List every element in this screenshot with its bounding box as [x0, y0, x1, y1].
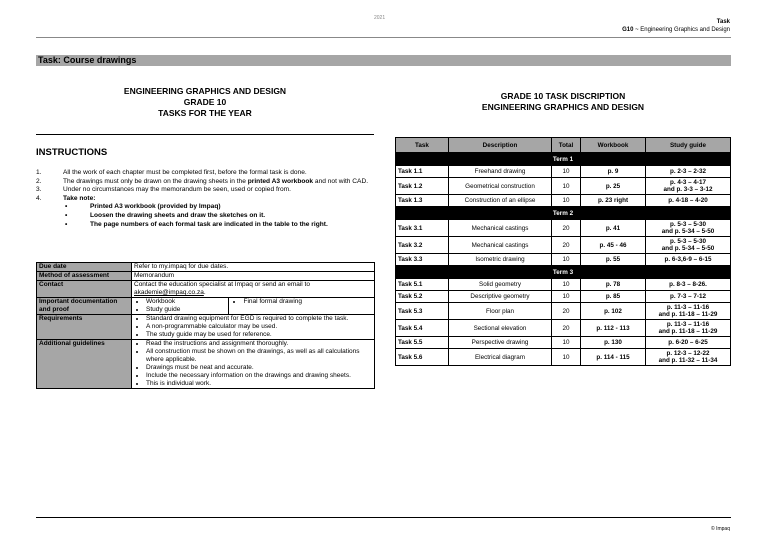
guide-line: p. 5-3 – 5-30 [669, 238, 707, 245]
task-total-cell: 20 [552, 320, 581, 337]
task-description-cell: Solid geometry [449, 279, 552, 291]
instruction-bold-part: printed A3 workbook [247, 177, 314, 185]
info-row-documentation [37, 298, 375, 315]
task-row [396, 279, 731, 291]
left-title [36, 86, 374, 119]
task-guide-cell [646, 166, 731, 178]
instruction-sub-item [36, 212, 376, 221]
task-id-cell: Task 5.3 [396, 303, 449, 320]
task-row [396, 195, 731, 207]
task-id-cell: Task 5.5 [396, 337, 449, 349]
task-description-cell: Isometric drawing [449, 254, 552, 266]
info-label: Due date [37, 263, 132, 272]
bullet-icon: • [65, 220, 68, 228]
guide-line: and p. 11-18 – 11-29 [658, 328, 718, 335]
task-workbook-cell: p. 25 [581, 178, 646, 195]
task-description-cell: Geometrical construction [449, 178, 552, 195]
instruction-text: Under no circumstances may the memorandum be seen, used or copied from. [63, 186, 291, 194]
left-title-line: TASKS FOR THE YEAR [158, 108, 252, 118]
task-id-cell: Task 5.4 [396, 320, 449, 337]
task-id-cell: Task 3.1 [396, 220, 449, 237]
instruction-text-part: The drawings must only be drawn on the drawing sheets in the [63, 177, 248, 185]
task-workbook-cell: p. 102 [581, 303, 646, 320]
task-id-cell: Task 3.3 [396, 254, 449, 266]
info-value: Refer to my.impaq for due dates. [132, 263, 375, 272]
info-value [132, 281, 375, 298]
task-row [396, 254, 731, 266]
guide-line: p. 12-3 – 12-22 [666, 350, 710, 357]
header-subject [622, 26, 730, 34]
task-total-cell: 10 [552, 337, 581, 349]
task-workbook-cell: p. 41 [581, 220, 646, 237]
task-guide-cell [646, 195, 731, 207]
task-guide-cell [646, 237, 731, 254]
task-id-cell: Task 5.6 [396, 349, 449, 366]
footer-divider [36, 517, 731, 518]
instruction-text-part: and not with CAD. [313, 177, 369, 185]
bullet-icon: • [65, 203, 68, 211]
info-row-guidelines [37, 340, 375, 389]
instruction-sub-item [36, 203, 376, 212]
guide-line: p. 6-20 – 6-25 [668, 339, 708, 346]
requirement-item: • The study guide may be used for reference. [146, 331, 372, 339]
guide-line: and p. 5-34 – 5-50 [661, 245, 715, 252]
term-row [396, 207, 731, 220]
task-id-cell: Task 1.1 [396, 166, 449, 178]
task-total-cell: 20 [552, 237, 581, 254]
header-info [622, 18, 730, 34]
task-row [396, 349, 731, 366]
documentation-col [132, 298, 229, 314]
term-label: Term 2 [396, 207, 731, 220]
guide-line: p. 4-18 – 4-20 [668, 197, 708, 204]
term-label: Term 3 [396, 266, 731, 279]
info-label: Important documentation and proof [37, 298, 132, 315]
task-workbook-cell: p. 45 - 46 [581, 237, 646, 254]
column-header: Study guide [646, 138, 731, 153]
task-row [396, 166, 731, 178]
instruction-number: 3. [36, 186, 42, 194]
documentation-item: • Workbook [146, 298, 228, 306]
guideline-item: • This is individual work. [146, 380, 372, 388]
task-id-cell: Task 3.2 [396, 237, 449, 254]
right-title-line: GRADE 10 TASK DISCRIPTION [500, 91, 626, 101]
task-guide-cell [646, 279, 731, 291]
task-guide-cell [646, 303, 731, 320]
instruction-item [36, 186, 376, 195]
task-total-cell: 10 [552, 195, 581, 207]
guideline-item: • Include the necessary information on the drawings and drawing sheets. [146, 372, 372, 380]
documentation-grid [132, 298, 374, 314]
task-workbook-cell: p. 23 right [581, 195, 646, 207]
info-label: Contact [37, 281, 132, 298]
task-workbook-cell: p. 130 [581, 337, 646, 349]
guide-line: p. 5-3 – 5-30 [669, 221, 707, 228]
task-table-header [396, 138, 731, 153]
task-guide-cell [646, 337, 731, 349]
instruction-sub-text: The page numbers of each formal task are indicated in the table to the right. [90, 220, 328, 228]
task-row [396, 237, 731, 254]
task-guide-cell [646, 220, 731, 237]
info-value [132, 298, 375, 315]
task-total-cell: 10 [552, 349, 581, 366]
task-workbook-cell: p. 85 [581, 291, 646, 303]
instruction-text: All the work of each chapter must be completed first, before the formal task is done. [63, 169, 307, 176]
left-divider [36, 134, 374, 135]
right-title-line: ENGINEERING GRAPHICS AND DESIGN [481, 102, 645, 112]
info-label: Additional guidelines [37, 340, 132, 389]
column-header: Workbook [581, 138, 646, 153]
task-guide-cell [646, 178, 731, 195]
info-row-method [37, 272, 375, 281]
task-row [396, 320, 731, 337]
task-workbook-cell: p. 112 - 113 [581, 320, 646, 337]
instruction-sub-text: Loosen the drawing sheets and draw the sketches on it. [90, 211, 266, 219]
task-row [396, 178, 731, 195]
task-id-cell: Task 1.3 [396, 195, 449, 207]
instruction-item [36, 178, 376, 187]
task-workbook-cell: p. 55 [581, 254, 646, 266]
task-description-cell: Electrical diagram [449, 349, 552, 366]
task-row [396, 337, 731, 349]
header-grade-code: G10 [622, 27, 634, 33]
guideline-item: • Read the instructions and assignment thoroughly. [146, 340, 372, 348]
requirement-item: • A non-programmable calculator may be used. [146, 323, 372, 331]
term-row [396, 153, 731, 166]
task-guide-cell [646, 291, 731, 303]
task-description-cell: Floor plan [449, 303, 552, 320]
task-description-cell: Descriptive geometry [449, 291, 552, 303]
instruction-number: 2. [36, 177, 42, 185]
guide-line: and p. 11-18 – 11-29 [658, 311, 718, 318]
guide-line: p. 4-3 – 4-17 [669, 179, 707, 186]
contact-suffix: . [203, 289, 206, 296]
guide-line: and p. 5-34 – 5-50 [661, 228, 715, 235]
task-guide-cell [646, 320, 731, 337]
instruction-item [36, 195, 376, 204]
instruction-sub-text: Printed A3 workbook (provided by Impaq) [90, 203, 221, 211]
task-description-cell: Mechanical castings [449, 237, 552, 254]
instructions-list [36, 169, 376, 229]
guide-line: p. 11-3 – 11-16 [666, 321, 710, 328]
task-workbook-cell: p. 78 [581, 279, 646, 291]
instruction-text: Take note: [63, 194, 96, 202]
term-row [396, 266, 731, 279]
task-guide-cell [646, 349, 731, 366]
instruction-number: 4. [36, 194, 42, 202]
guide-line: p. 11-3 – 11-16 [666, 304, 710, 311]
task-workbook-cell: p. 114 - 115 [581, 349, 646, 366]
instruction-number: 1. [36, 169, 42, 176]
task-table [395, 137, 731, 366]
task-total-cell: 10 [552, 279, 581, 291]
task-total-cell: 10 [552, 178, 581, 195]
header-subject-text: ~ Engineering Graphics and Design [633, 27, 730, 33]
info-value [132, 315, 375, 340]
guide-line: p. 8-3 – 8-26. [669, 281, 707, 288]
info-row-due-date [37, 263, 375, 272]
task-row [396, 291, 731, 303]
bullet-icon: • [65, 211, 68, 219]
task-total-cell: 10 [552, 254, 581, 266]
task-total-cell: 20 [552, 303, 581, 320]
instruction-text [63, 178, 368, 187]
info-label: Requirements [37, 315, 132, 340]
guide-line: p. 6-3,6-9 – 6-15 [664, 256, 712, 263]
left-title-line: ENGINEERING GRAPHICS AND DESIGN [123, 86, 287, 96]
header-divider [36, 37, 731, 38]
info-value [132, 340, 375, 389]
guide-line: p. 2-3 – 2-32 [669, 168, 707, 175]
task-description-cell: Mechanical castings [449, 220, 552, 237]
guideline-item: • Drawings must be neat and accurate. [146, 364, 372, 372]
task-id-cell: Task 5.1 [396, 279, 449, 291]
left-title-line: GRADE 10 [183, 97, 227, 107]
info-value: Memorandum [132, 272, 375, 281]
guideline-item: • All construction must be shown on the drawings, as well as all calculations where applicable. [146, 348, 372, 364]
task-total-cell: 10 [552, 166, 581, 178]
info-row-contact [37, 281, 375, 298]
guide-line: p. 7-3 – 7-12 [669, 293, 707, 300]
info-table [36, 262, 375, 389]
contact-text: Contact the education specialist at Impaq or send an email to [134, 281, 310, 288]
guide-line: and p. 11-32 – 11-34 [658, 357, 718, 364]
instruction-sub-item [36, 221, 376, 230]
documentation-item: • Study guide [146, 306, 228, 314]
task-id-cell: Task 5.2 [396, 291, 449, 303]
info-row-requirements [37, 315, 375, 340]
instruction-item [36, 169, 376, 178]
term-label: Term 1 [396, 153, 731, 166]
task-row [396, 220, 731, 237]
column-header: Task [396, 138, 449, 153]
task-total-cell: 20 [552, 220, 581, 237]
task-workbook-cell: p. 9 [581, 166, 646, 178]
column-header: Description [449, 138, 552, 153]
task-total-cell: 10 [552, 291, 581, 303]
header-doc-type: Task [716, 19, 730, 25]
documentation-item: • Final formal drawing [243, 298, 374, 306]
column-header: Total [552, 138, 581, 153]
right-title [395, 91, 731, 113]
task-description-cell: Perspective drawing [449, 337, 552, 349]
documentation-col [229, 298, 374, 314]
footer-copyright: © Impaq [711, 526, 730, 532]
task-id-cell: Task 1.2 [396, 178, 449, 195]
contact-email-link[interactable]: akademie@impaq.co.za [134, 289, 204, 296]
header-year: 2021 [374, 15, 386, 21]
instructions-heading: INSTRUCTIONS [36, 147, 108, 158]
task-description-cell: Freehand drawing [449, 166, 552, 178]
page-banner: Task: Course drawings [36, 55, 731, 66]
guide-line: and p. 3-3 – 3-12 [663, 186, 713, 193]
task-description-cell: Sectional elevation [449, 320, 552, 337]
task-description-cell: Construction of an ellipse [449, 195, 552, 207]
task-row [396, 303, 731, 320]
info-label: Method of assessment [37, 272, 132, 281]
requirement-item: • Standard drawing equipment for EGD is required to complete the task. [146, 315, 372, 323]
task-guide-cell [646, 254, 731, 266]
